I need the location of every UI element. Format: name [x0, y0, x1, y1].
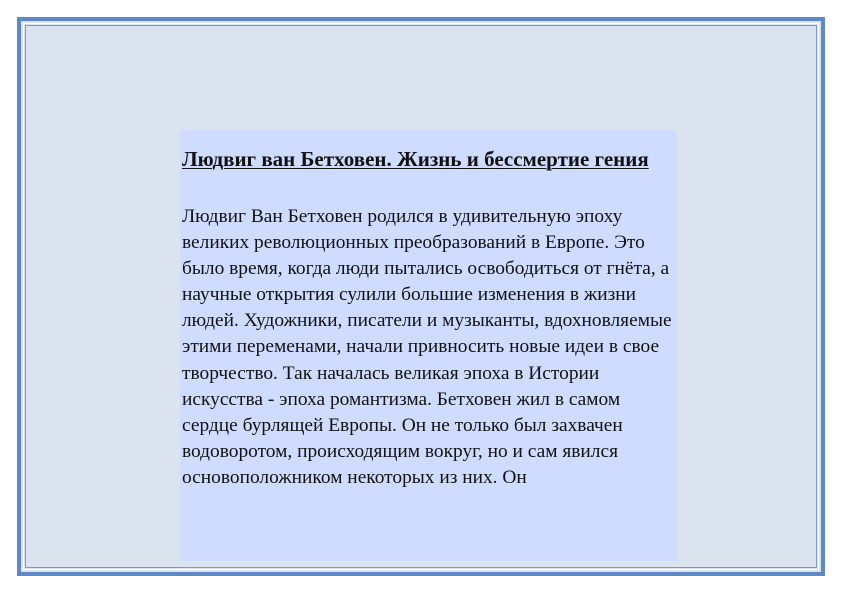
slide-frame	[17, 17, 825, 576]
document-paragraph: Людвиг Ван Бетховен родился в удивительную эпоху великих революционных преобразований в Европе. Это было время, когда люди пытались освободиться от гнёта, а научные открытия сулили большие изменения в жизни людей. Художники, писатели и музыканты, вдохновляемые этими переменами, начали привносить новые идеи в свое творчество. Так началась великая эпоха в Истории искусства - эпоха романтизма. Бетховен жил в самом сердце бурлящей Европы. Он не только был захвачен водоворотом, происходящим вокруг, но и сам явился основоположником некоторых из них. Он	[182, 206, 672, 488]
document-title: Людвиг ван Бетховен. Жизнь и бессмертие гения	[182, 147, 649, 171]
text-block	[180, 130, 677, 561]
